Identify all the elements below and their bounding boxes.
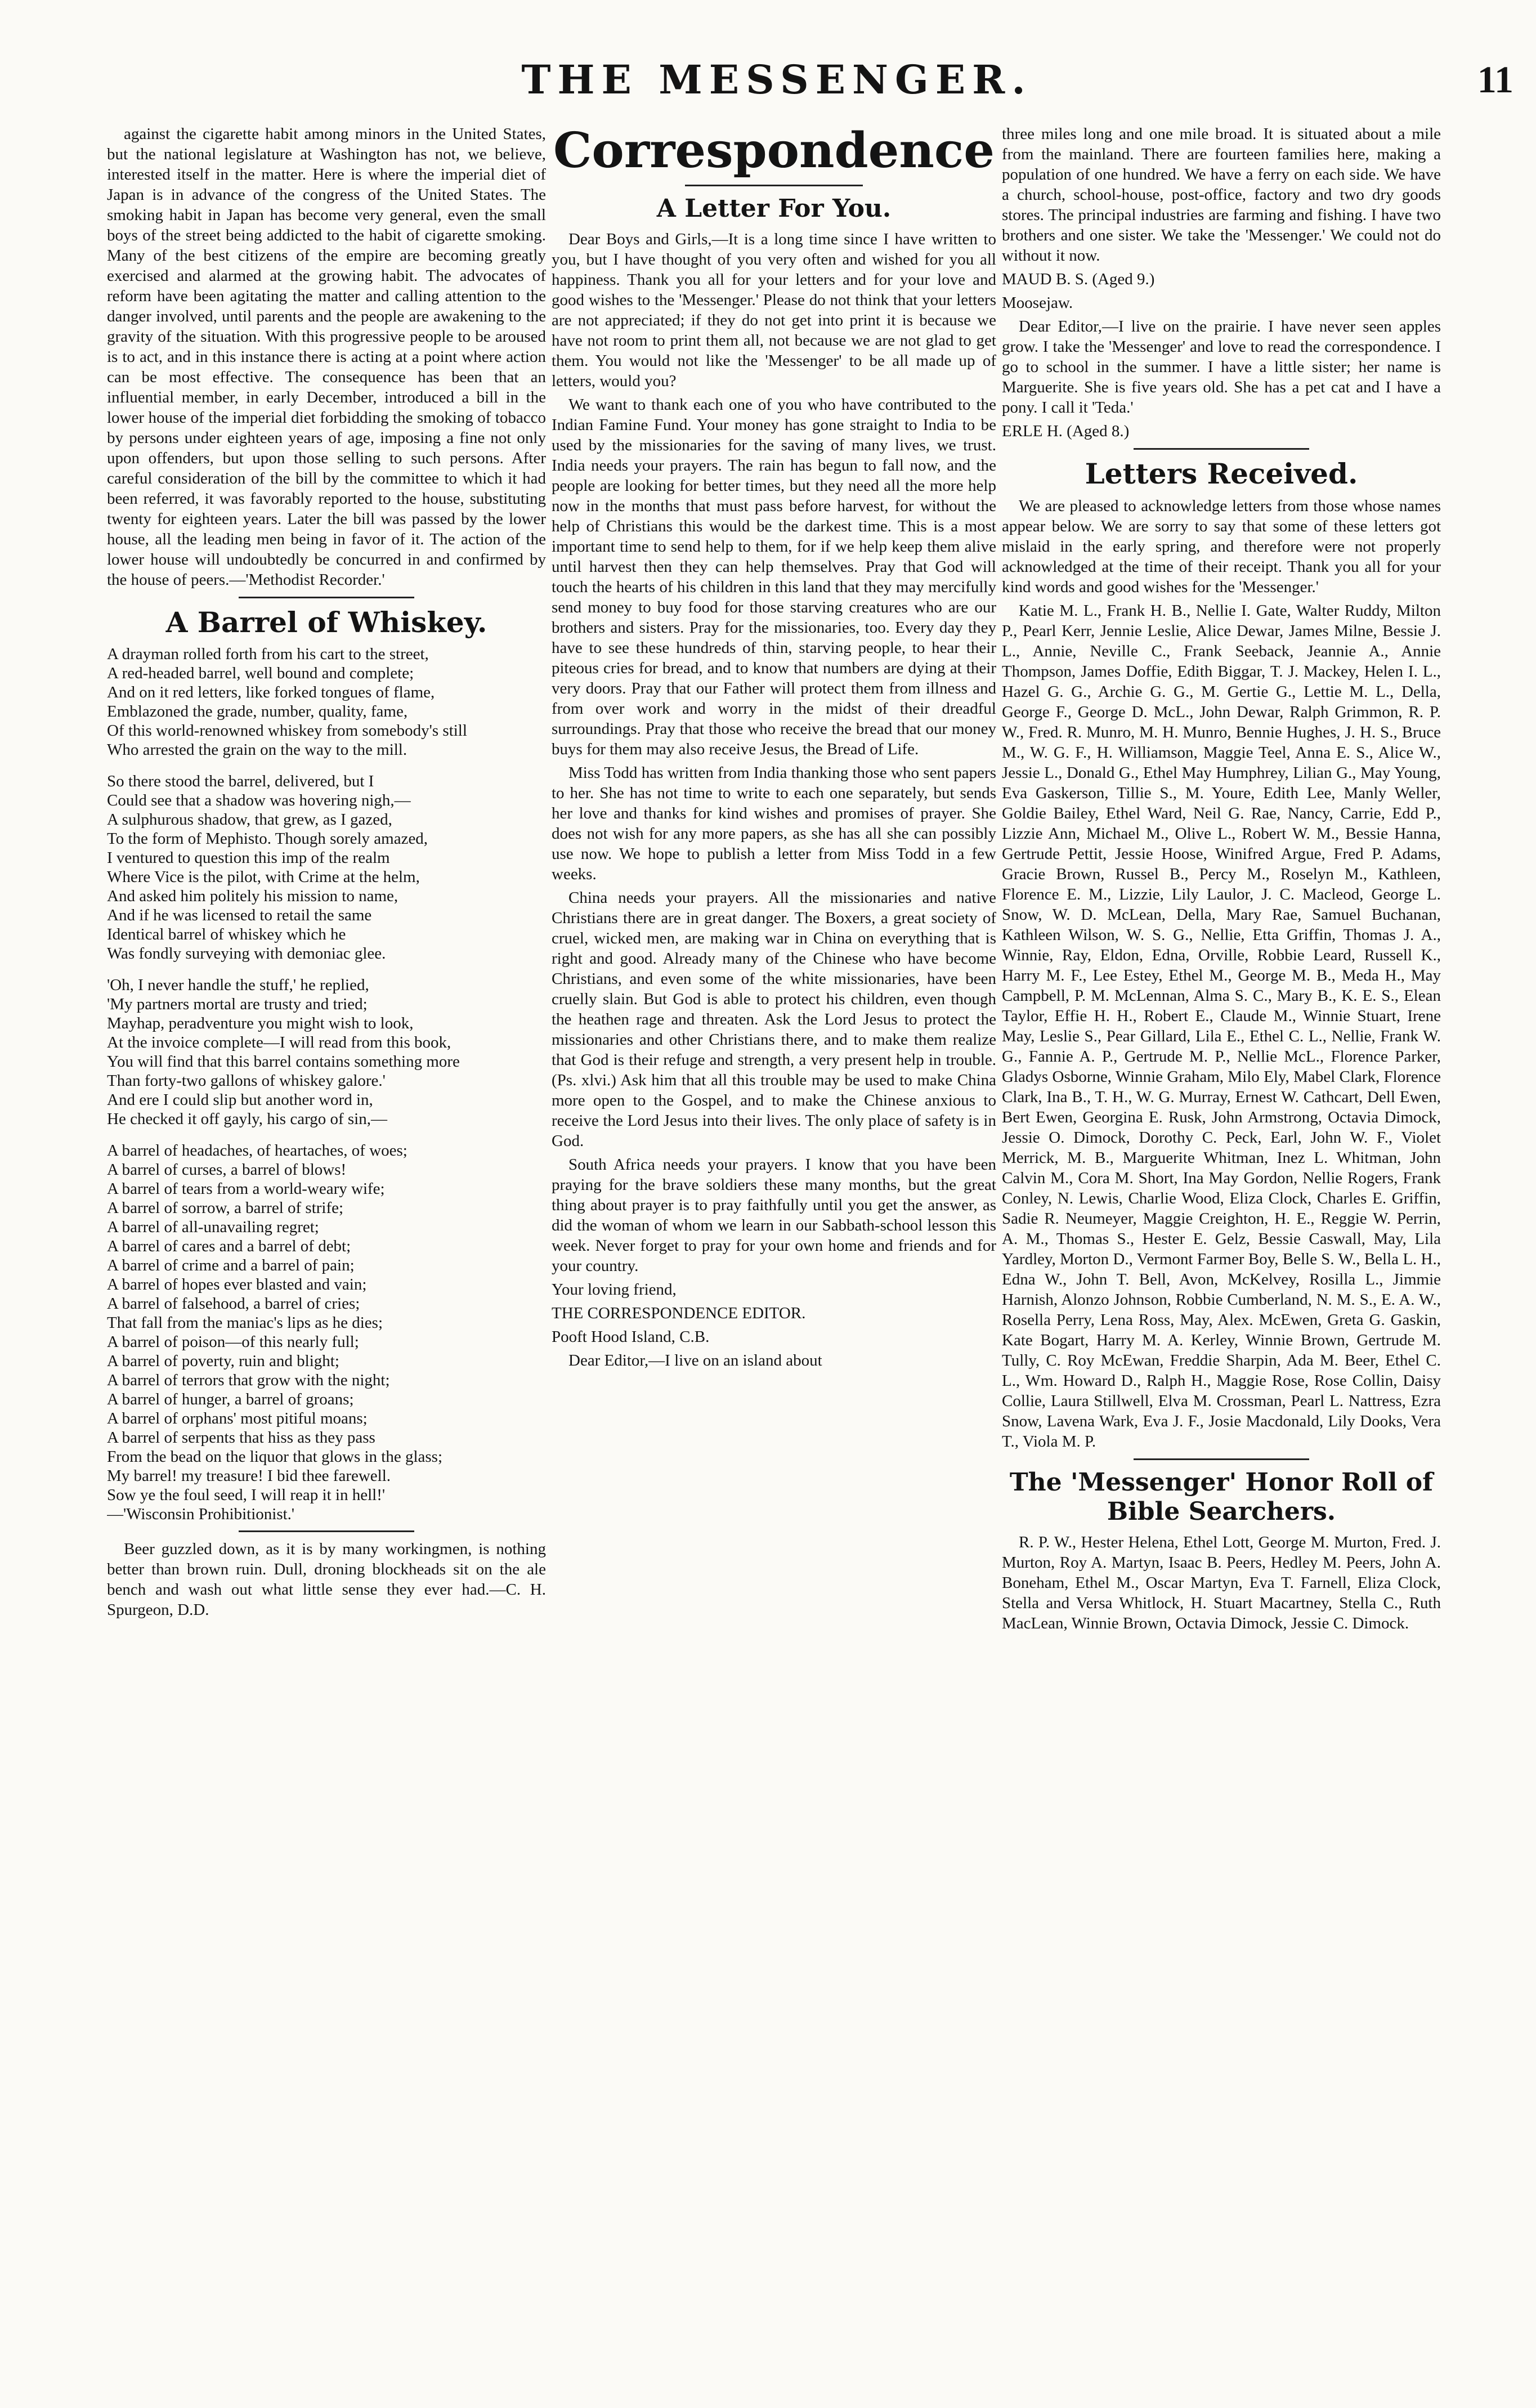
poem-line: A barrel of poverty, ruin and blight; bbox=[107, 1352, 339, 1370]
poem-line: A barrel of terrors that grow with the night; bbox=[107, 1371, 390, 1389]
poem-line: A barrel of tears from a world-weary wife; bbox=[107, 1180, 385, 1198]
poem-line: A barrel of curses, a barrel of blows! bbox=[107, 1161, 347, 1179]
letter-closing: Your loving friend, bbox=[552, 1281, 677, 1299]
poem-line: A barrel of hopes ever blasted and vain; bbox=[107, 1275, 367, 1293]
poem-line: That fall from the maniac's lips as he dies; bbox=[107, 1314, 383, 1332]
poem-line: And asked him politely his mission to name, bbox=[107, 887, 398, 905]
poem-line: I ventured to question this imp of the realm bbox=[107, 849, 390, 867]
masthead bbox=[0, 0, 1536, 107]
poem-line: A barrel of sorrow, a barrel of strife; bbox=[107, 1199, 344, 1217]
editor-letter-paragraph: Dear Boys and Girls,—It is a long time since I have written to you, but I have thought of you very often and wished for you all happiness. Thank you all for your letters and for your love and good wishes to the 'Messenger.' Please do not think that your letters are not appreciated; if they do not get into print it is because we have not room to print them all, not because we are not glad to get them. You would not like the 'Messenger' to be all made up of letters, would you? bbox=[552, 230, 996, 390]
newspaper-title: THE MESSENGER. bbox=[521, 56, 1032, 103]
column-middle bbox=[552, 124, 996, 2302]
poem-line: A barrel of serpents that hiss as they pass bbox=[107, 1429, 375, 1447]
column-right bbox=[1002, 124, 1441, 2302]
poem-line: Of this world-renowned whiskey from somebody's still bbox=[107, 722, 467, 740]
poem-line: So there stood the barrel, delivered, but I bbox=[107, 772, 374, 790]
stanza-gap bbox=[107, 1129, 546, 1141]
honor-roll-names: R. P. W., Hester Helena, Ethel Lott, George M. Murton, Fred. J. Murton, Roy A. Martyn, Isaac B. Peers, Hedley M. Peers, John A. Boneham, Ethel M., Oscar Martyn, Eva T. Farnell, Eliza Clock, Stella and Versa Whitlock, H. Stuart Macartney, Stella C., Ruth MacLean, Winnie Brown, Octavia Dimock, Jessie C. Dimock. bbox=[1002, 1533, 1441, 1632]
letter-erle: Dear Editor,—I live on the prairie. I have never seen apples grow. I take the 'Messenger' and love to read the correspondence. I go to school in the summer. I have a little sister; her name is Marguerite. She is five years old. She has a pet cat and I have a pony. I call it 'Teda.' bbox=[1002, 317, 1441, 417]
poem-line: Could see that a shadow was hovering nigh,— bbox=[107, 791, 411, 809]
letter-place: Pooft Hood Island, C.B. bbox=[552, 1328, 710, 1346]
editor-letter-paragraph: China needs your prayers. All the missionaries and native Christians there are in great danger. The Boxers, a great society of cruel, wicked men, are making war in China on everything that is right and good. Already many of the Chinese who have become Christians, and even some of the white missionaries, have been cruelly slain. But God is able to protect his children, even though the heathen rage and threaten. Ask the Lord Jesus to protect the missionaries and other Christians there, and to make them realize that God is their refuge and strength, a very present help in trouble. (Ps. xlvi.) Ask him that all this trouble may be used to make China more open to the Gospel, and to make the Chinese anxious to receive the Lord Jesus into their lives. The only place of safety is in God. bbox=[552, 889, 996, 1150]
poem-line: A barrel of orphans' most pitiful moans; bbox=[107, 1409, 368, 1427]
poem-line: 'Oh, I never handle the stuff,' he replied, bbox=[107, 976, 369, 994]
poem-line: Than forty-two gallons of whiskey galore.' bbox=[107, 1072, 386, 1090]
poem-line: A barrel of all-unavailing regret; bbox=[107, 1218, 319, 1236]
poem-line: And ere I could slip but another word in, bbox=[107, 1091, 373, 1109]
poem-line: A barrel of hunger, a barrel of groans; bbox=[107, 1390, 354, 1408]
poem-line: 'My partners mortal are trusty and tried; bbox=[107, 995, 368, 1013]
letter-signature-erle: ERLE H. (Aged 8.) bbox=[1002, 422, 1130, 440]
island-letter-continued: three miles long and one mile broad. It is situated about a mile from the mainland. There are fourteen families here, making a population of one hundred. We have a ferry on each side. We have a church, school-house, post-office, factory and two dry goods stores. The principal industries are farming and fishing. I have two brothers and one sister. We take the 'Messenger.' We could not do without it now. bbox=[1002, 125, 1441, 265]
poem-line: Emblazoned the grade, number, quality, fame, bbox=[107, 702, 408, 720]
column-left bbox=[107, 124, 546, 2302]
poem-line: From the bead on the liquor that glows in the glass; bbox=[107, 1448, 443, 1466]
poem-line: Was fondly surveying with demoniac glee. bbox=[107, 945, 386, 963]
spurgeon-quote: Beer guzzled down, as it is by many workingmen, is nothing better than brown ruin. Dull, droning blockheads sit on the ale bench and wash out what little sense they ever had.—C. H. Spurgeon, D.D. bbox=[107, 1540, 546, 1619]
poem-line: To the form of Mephisto. Though sorely amazed, bbox=[107, 830, 428, 848]
island-letter-start: Dear Editor,—I live on an island about bbox=[568, 1351, 822, 1369]
divider bbox=[1134, 448, 1309, 450]
poem-line: Who arrested the grain on the way to the mill. bbox=[107, 741, 407, 759]
poem-line: A red-headed barrel, well bound and complete; bbox=[107, 664, 414, 682]
poem-line: At the invoice complete—I will read from this book, bbox=[107, 1033, 451, 1051]
poem-line: A barrel of headaches, of heartaches, of woes; bbox=[107, 1142, 407, 1160]
page-number: 11 bbox=[1477, 58, 1513, 101]
poem-line: Sow ye the foul seed, I will reap it in hell!' bbox=[107, 1486, 386, 1504]
divider bbox=[1134, 1458, 1309, 1460]
poem-line: A barrel of crime and a barrel of pain; bbox=[107, 1256, 355, 1274]
poem-line: Where Vice is the pilot, with Crime at the helm, bbox=[107, 868, 420, 886]
cigarette-article: against the cigarette habit among minors in the United States, but the national legislature at Washington has not, we believe, interested itself in the matter. Here is where the imperial diet of Japan is in advance of the congress of the United States. The smoking habit in Japan has become very general, even the small boys of the street being addicted to the habit of cigarette smoking. Many of the best citizens of the empire are becoming greatly exercised and alarmed at the growing habit. The advocates of reform have been agitating the matter and calling attention to the danger involved, until parents and the people are awakening to the gravity of the situation. With this progressive people to be aroused is to act, and in this instance there is acting at a point where action can be most effective. The consequence has been that an influential member, in early December, introduced a bill in the lower house of the imperial diet forbidding the smoking of tobacco by persons under eighteen years of age, imposing a fine not only upon offenders, but upon those selling to such persons. After careful consideration of the bill by the committee to which it had been referred, it was favorably reported to the house, substituting twenty for eighteen years. Later the bill was passed by the lower house, all the leading men being in favor of it. The action of the lower house will undoubtedly be concurred in and confirmed by the house of peers.—'Methodist Recorder.' bbox=[107, 125, 546, 589]
letter-signature-maud: MAUD B. S. (Aged 9.) bbox=[1002, 270, 1155, 288]
poem-line: A sulphurous shadow, that grew, as I gazed, bbox=[107, 811, 392, 829]
divider bbox=[239, 1530, 414, 1532]
poem-line: A drayman rolled forth from his cart to the street, bbox=[107, 645, 429, 663]
letter-place-moosejaw: Moosejaw. bbox=[1002, 294, 1073, 312]
letter-signature: THE CORRESPONDENCE EDITOR. bbox=[552, 1304, 806, 1322]
poem-line: And on it red letters, like forked tongues of flame, bbox=[107, 683, 435, 701]
letters-received-intro: We are pleased to acknowledge letters from those whose names appear below. We are sorry to say that some of these letters got mislaid in the early spring, and therefore were not properly acknowledged at the time of their receipt. Thank you all for your kind words and good wishes for the 'Messenger.' bbox=[1002, 497, 1441, 596]
poem-line: A barrel of poison—of this nearly full; bbox=[107, 1333, 359, 1351]
divider bbox=[239, 597, 414, 598]
poem-barrel-of-whiskey bbox=[107, 644, 546, 1524]
stanza-gap bbox=[107, 963, 546, 975]
poem-line: And if he was licensed to retail the same bbox=[107, 906, 372, 924]
poem-line: Identical barrel of whiskey which he bbox=[107, 925, 346, 943]
divider bbox=[685, 185, 863, 186]
correspondence-heading: Correspondence bbox=[553, 124, 995, 179]
editor-letter-paragraph: South Africa needs your prayers. I know that you have been praying for the brave soldiers these many months, but the great thing about prayer is to pray faithfully until you get the answer, as did the woman of whom we learn in our Sabbath-school lesson this week. Never forget to pray for your own home and friends and for your country. bbox=[552, 1156, 996, 1275]
letter-for-you-heading: A Letter For You. bbox=[656, 194, 892, 223]
poem-title: A Barrel of Whiskey. bbox=[165, 606, 487, 639]
poem-line: You will find that this barrel contains something more bbox=[107, 1053, 460, 1071]
poem-line: —'Wisconsin Prohibitionist.' bbox=[107, 1505, 295, 1523]
poem-line: A barrel of falsehood, a barrel of cries; bbox=[107, 1295, 360, 1313]
letters-received-heading: Letters Received. bbox=[1085, 457, 1358, 490]
stanza-gap bbox=[107, 759, 546, 772]
editor-letter-paragraph: Miss Todd has written from India thanking those who sent papers to her. She has not time to write to each one separately, but sends her love and thanks for kind wishes and promises of prayer. She does not wish for any more papers, as she has all she can possibly use now. We hope to publish a letter from Miss Todd in a few weeks. bbox=[552, 764, 996, 883]
poem-line: He checked it off gayly, his cargo of sin,— bbox=[107, 1110, 387, 1128]
poem-line: My barrel! my treasure! I bid thee farewell. bbox=[107, 1467, 391, 1485]
poem-line: Mayhap, peradventure you might wish to look, bbox=[107, 1014, 414, 1032]
letters-received-names: Katie M. L., Frank H. B., Nellie I. Gate, Walter Ruddy, Milton P., Pearl Kerr, Jennie Leslie, Alice Dewar, James Milne, Bessie J. L., Annie, Neville C., Frank Seeback, Jeannie A., Annie Thompson, James Doffie, Edith Biggar, T. J. Mackey, Helen I. L., Hazel G. G., Archie G. G., M. Gertie G., Lettie M. L., Della, George F., George D. McL., John Dewar, Ralph Grimmon, R. P. W., Fred. R. Munro, M. H. Munro, Bennie Hughes, J. H. S., Bruce M., W. G. F., H. Williamson, Maggie Teel, Anna E. S., Alice W., Jessie L., Donald G., Ethel May Humphrey, Lilian G., May Young, Eva Gaskerson, Tillie S., M. Youre, Edith Lee, Manly Weller, Goldie Bailey, Ethel Ward, Neil G. Rae, Nancy, Carrie, Edd P., Lizzie Ann, Michael M., Olive L., Robert W. M., Bessie Hanna, Gertrude Pettit, Jessie Hoose, Winifred Argue, Fred P. Adams, Gracie Brown, Russel B., Percy M., Roselyn M., Kathleen, Florence E. M., Lizzie, Lily Laulor, J. C. Macleod, George L. Snow, W. D. McLean, Della, Mary Rae, Samuel Buchanan, Kathleen Wilson, W. S. G., Nellie, Etta Griffin, Thomas J. A., Winnie, Ray, Eldon, Edna, Orville, Robbie Leard, Russell K., Harry M. F., Lee Estey, Ethel M., George M. B., Meda H., May Campbell, P. M. McLennan, Alma S. C., Mary B., K. E. S., Elean Taylor, Effie H. H., Robert E., Claude M., Winnie Stuart, Irene May, Leslie S., Pear Gillard, Lila E., Ethel C. L., Nellie, Frank W. G., Fannie A. P., Gertrude M. P., Nellie McL., Florence Parker, Gladys Osborne, Winnie Graham, Milo Ely, Mabel Clark, Florence Clark, Ina B., T. H., W. G. Murray, Ernest W. Cathcart, Dell Ewen, Bert Ewen, Georgina E. Rusk, John Armstrong, Octavia Dimock, Jessie O. Dimock, Dorothy C. Peck, Earl, John W. F., Violet Merrick, M. B., Marguerite Whitman, Inez L. Whitman, John Calvin M., Cora M. Short, Ina May Gordon, Nellie Rogers, Frank Conley, N. Lewis, Charlie Wood, Eliza Clock, Charles E. Griffin, Sadie R. Neumeyer, Maggie Creighton, H. E., Reggie W. Perrin, A. M., Thomas S., Hester E. Gelz, Bessie Caswall, May, Lila Yardley, Morton D., Vermont Farmer Boy, Belle S. W., Bella L. H., Edna W., John T. Bell, Avon, McKelvey, Rosilla L., Jimmie Harnish, Alonzo Johnson, Robbie Cumberland, N. M. S., E. A. W., Rosella Perry, Lena Ross, May, Alex. McEwen, Greta G. Gaskin, Kate Bogart, Harry M. A. Kerley, Winnie Brown, Gertrude M. Tully, C. Roy McEwan, Freddie Sharpin, Ada M. Beer, Ethel C. L., Wm. Howard D., Ralph H., Maggie Rose, Rose Collin, Daisy Collie, Laura Stillwell, Elva M. Crossman, Pearl L. Nattress, Ezra Snow, Lavena Wark, Eva J. F., Josie Macdonald, Lily Dooks, Vera T., Viola M. P. bbox=[1002, 602, 1441, 1451]
honor-roll-heading: The 'Messenger' Honor Roll of Bible Searchers. bbox=[1009, 1468, 1434, 1526]
poem-line: A barrel of cares and a barrel of debt; bbox=[107, 1237, 351, 1255]
editor-letter-paragraph: We want to thank each one of you who have contributed to the Indian Famine Fund. Your money has gone straight to India to be used by the missionaries for the saving of many lives, we trust. India needs your prayers. The rain has begun to fall now, and the people are looking for better times, but they need all the more help now in the months that must pass before harvest, for without the help of Christians this would be the darkest time. This is a most important time to send help to them, for if we help keep them alive until harvest then they can help themselves. Pray that God will touch the hearts of his children in this land that they may mercifully send money to buy food for those starving creatures who are our brothers and sisters. Pray for the missionaries, too. Every day they have to see these hundreds of thin, starving people, to hear their piteous cries for bread, and to know that numbers are dying at their very doors. Pray that our Father will protect them from illness and from over work and worry in the midst of their dreadful surroundings. Pray that those who receive the bread that our money buys for them may also receive Jesus, the Bread of Life. bbox=[552, 396, 996, 758]
